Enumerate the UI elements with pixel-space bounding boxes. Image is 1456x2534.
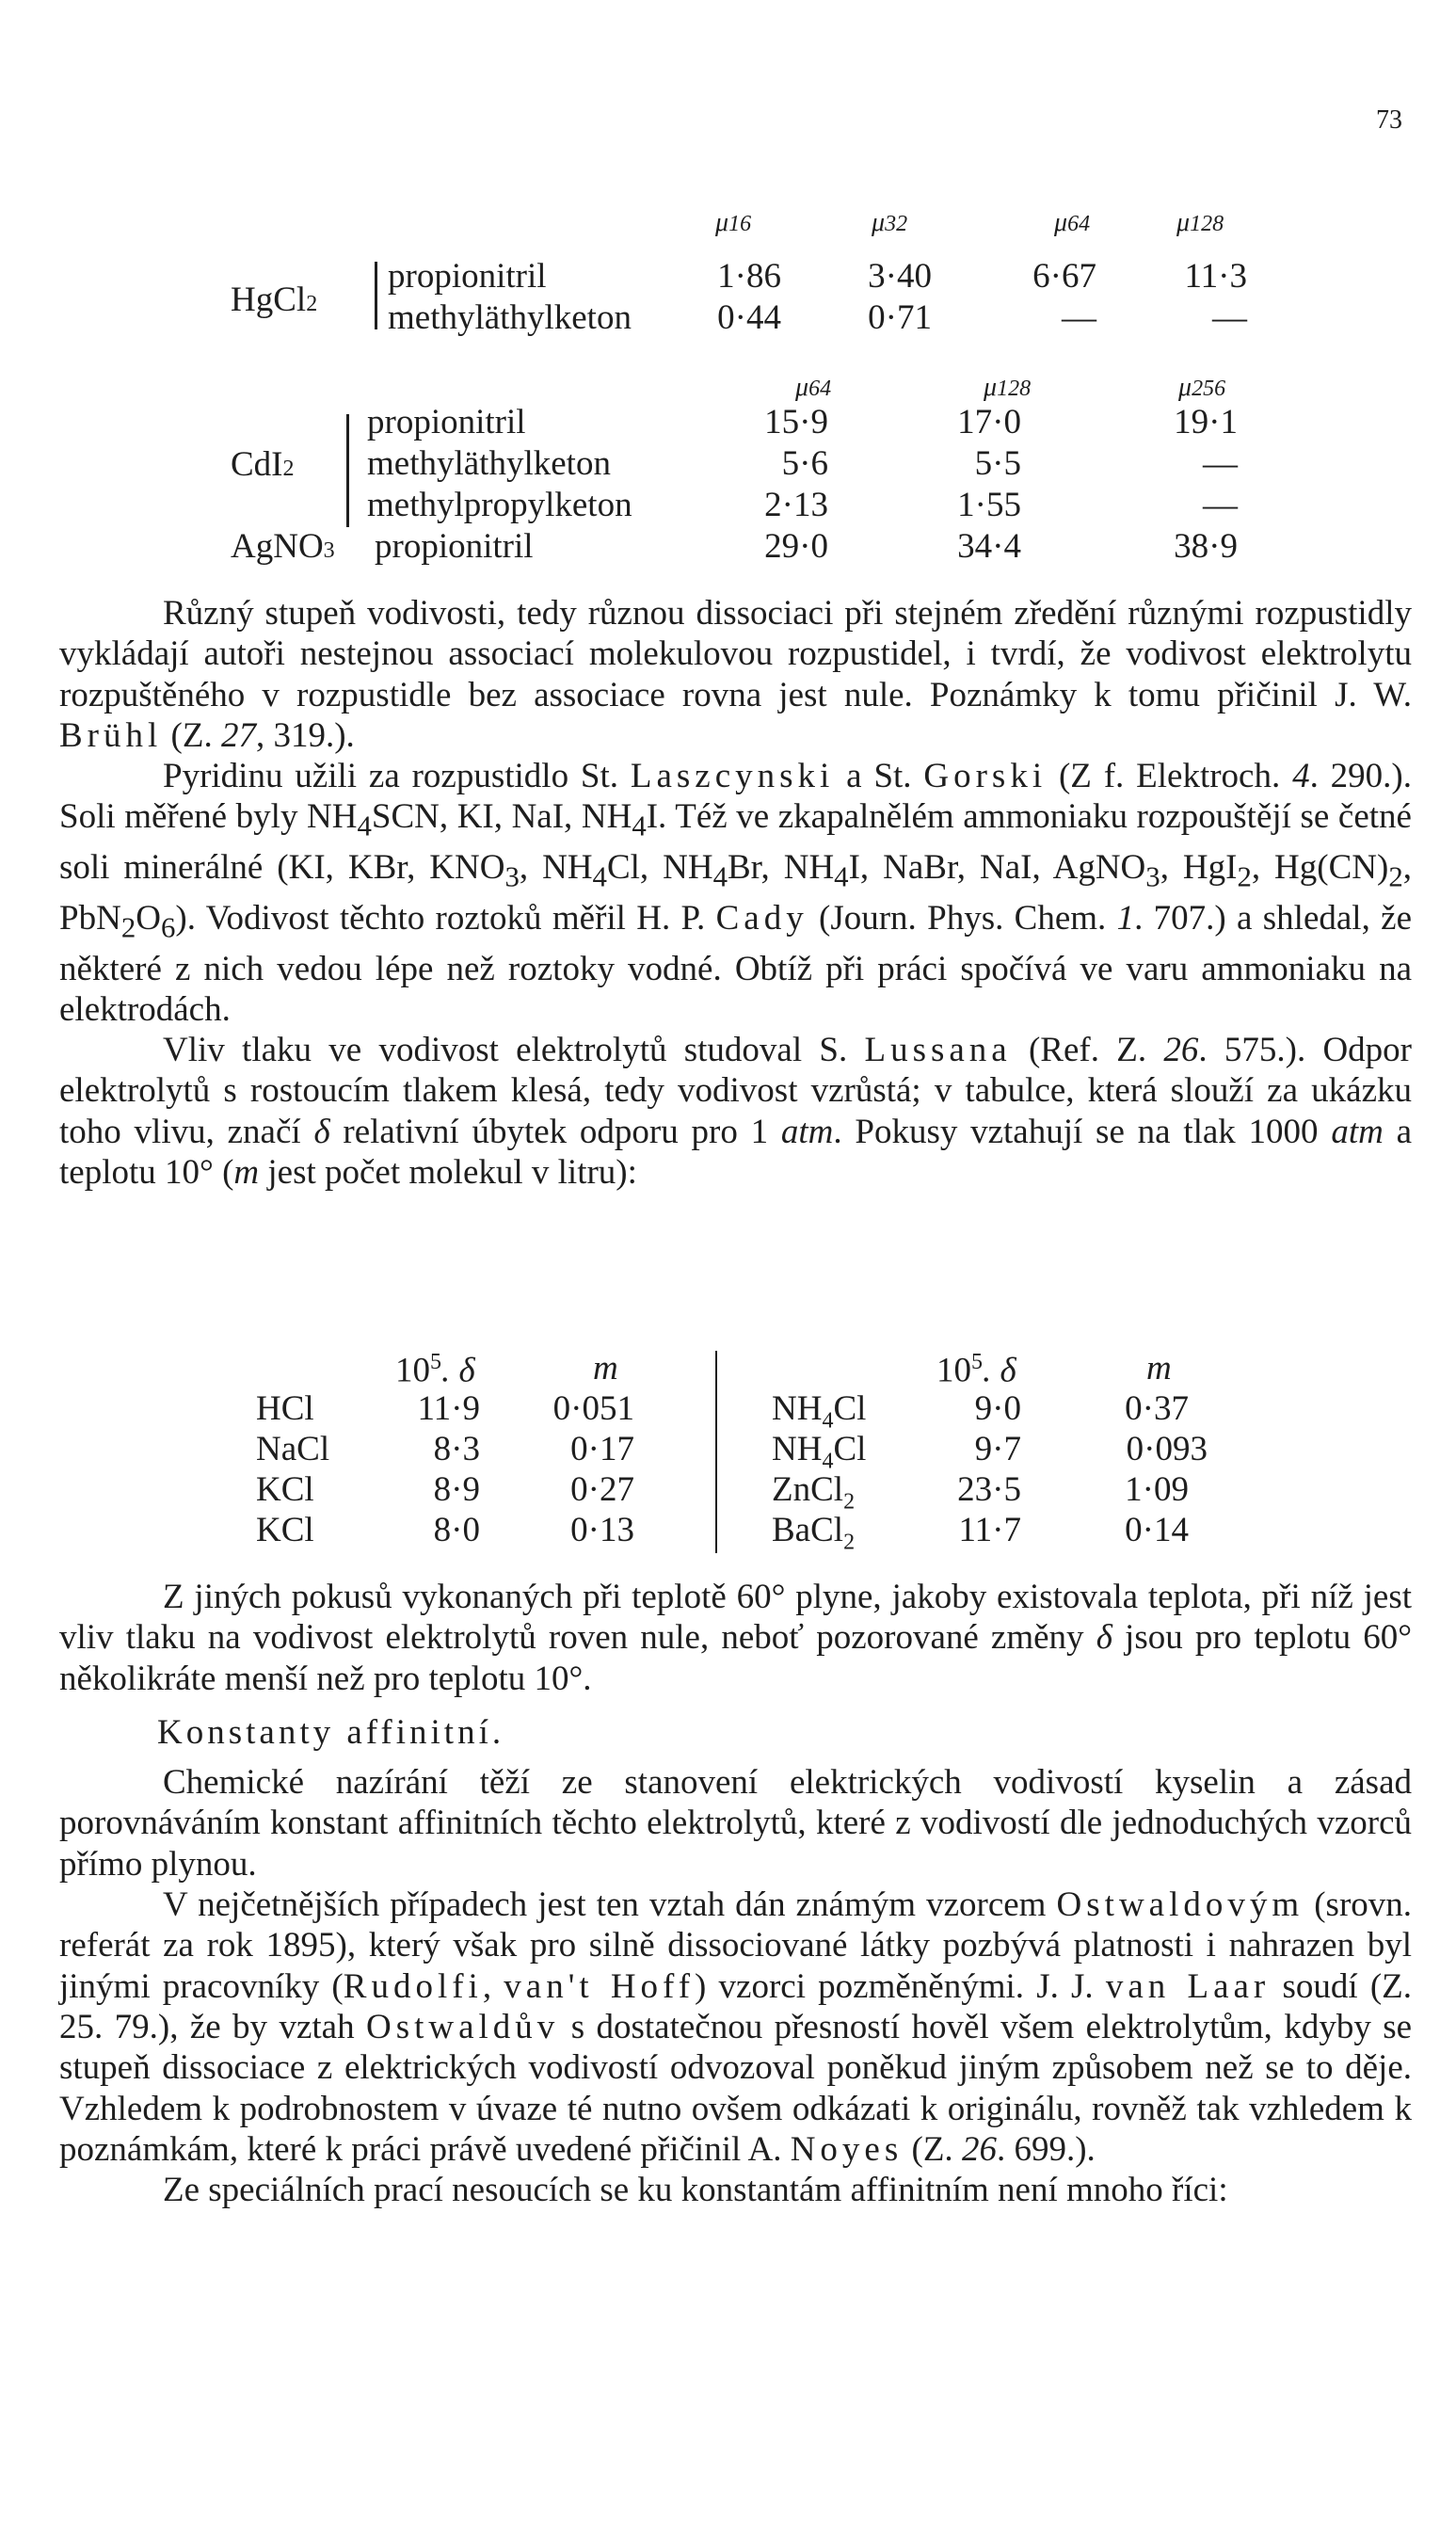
value-cell: 0·71 [868,298,932,337]
solvent-propionitril: propionitril [388,257,547,296]
delta-cell: 9·7 [974,1430,1021,1468]
value-cell: 6·67 [1032,257,1096,296]
value-cell: 5·6 [781,444,828,483]
value-cell: 19·1 [1174,403,1238,441]
salt-cell: KCl [256,1511,314,1549]
solvent-methylpropylketon: methylpropylketon [367,486,632,524]
header-delta: $10^5$. δ [395,1350,475,1390]
salt-cell: $NH_4Cl$ [772,1389,867,1434]
table-divider [715,1351,717,1553]
brace-cdi2 [346,414,349,527]
value-cell: 29·0 [764,527,828,566]
header-mu128: μ128 [984,373,1032,402]
salt-cell: KCl [256,1470,314,1509]
header-m: m [1146,1349,1172,1387]
value-cell: 0·44 [717,298,781,337]
m-cell: 0·093 [1126,1430,1208,1468]
paragraph: Ze speciálních prací nesoucích se ku konstantám affinitním není mnoho říci: [163,2171,1228,2210]
value-cell: — [1212,298,1247,337]
section-heading: Konstanty affinitní. [157,1712,505,1752]
value-cell: 5·5 [974,444,1021,483]
header-mu32: μ32 [872,208,908,237]
value-cell: 3·40 [868,257,932,296]
compound-cdi2: CdI2 [231,445,295,484]
solvent-propionitril: propionitril [367,403,526,441]
paragraph: V nejčetnějších případech jest ten vztah dán známým vzorcem Ostwaldovým (srovn. referát za rok 1895), který však pro silně dissociované látky pozbývá platnosti i nahrazen byl jinými pracovníky (Rudolfi, van't Hoff) vzorci pozměněnými. J. J. van Laar soudí (Z. 25. 79.), že by vztah Ostwaldův s dostatečnou přesností hověl všem elektrolytům, kdyby se stupeň dissociace z elektrických vodivostí odvozoval poněkud jiným způsobem než se to děje. Vzhledem k podrobnostem v úvaze té nutno ovšem odkázati k originálu, rovněž tak vzhledem k poznámkám, které k práci právě uvedené přičinil A. Noyes (Z. 26. 699.). [59,1885,1413,2169]
delta-cell: 8·9 [433,1470,480,1509]
m-cell: 0·13 [570,1511,634,1549]
body-text-lower [59,1577,1412,2210]
m-cell: 0·17 [570,1430,634,1468]
salt-cell: BaCl$_2$ [772,1511,856,1555]
paragraph: Z jiných pokusů vykonaných při teplotě 60° plyne, jakoby existovala teplota, při níž jest vliv tlaku na vodivost elektrolytů roven nule, neboť pozorované změny δ jsou pro teplotu 60° několikráte menší než pro teplotu 10°. [59,1578,1413,1698]
header-mu16: μ16 [715,208,752,237]
m-cell: 0·37 [1125,1389,1189,1428]
solvent-propionitril: propionitril [375,527,534,566]
value-cell: 1·86 [717,257,781,296]
value-cell: 2·13 [764,486,828,524]
m-cell: 0·27 [570,1470,634,1509]
header-delta: $10^5$. δ [936,1350,1016,1390]
salt-cell: HCl [256,1389,314,1428]
value-cell: — [1062,298,1096,337]
paragraph: Vliv tlaku ve vodivost elektrolytů studoval S. Lussana (Ref. Z. 26. 575.). Odpor elektrolytů s rostoucím tlakem klesá, tedy vodivost vzrůstá; v tabulce, která slouží za ukázku toho vlivu, značí δ relativní úbytek odporu pro 1 atm. Pokusy vztahují se na tlak 1000 atm a teplotu 10° (m jest počet molekul v litru): [59,1031,1413,1193]
salt-cell: $NH_4Cl$ [772,1430,867,1474]
delta-cell: 8·3 [433,1430,480,1468]
delta-cell: 9·0 [974,1389,1021,1428]
value-cell: — [1203,444,1238,483]
page-number: 73 [1376,105,1402,135]
compound-hgcl2: HgCl2 [231,281,318,319]
delta-cell: 11·9 [417,1389,480,1428]
value-cell: 15·9 [764,403,828,441]
solvent-methylathylketon: methyläthylketon [367,444,611,483]
value-cell: 17·0 [957,403,1021,441]
value-cell: 38·9 [1174,527,1238,566]
header-mu256: μ256 [1178,373,1226,402]
paragraph: Chemické nazírání těží ze stanovení elektrických vodivostí kyselin a zásad porovnáváním konstant affinitních těchto elektrolytů, které z vodivostí dle jednoduchých vzorců přímo plynou. [59,1763,1412,1884]
value-cell: 1·55 [957,486,1021,524]
m-cell: 0·051 [552,1389,634,1428]
salt-cell: NaCl [256,1430,330,1468]
solvent-methylathylketon: methyläthylketon [388,298,632,337]
compound-agno3: AgNO3 [231,527,335,566]
value-cell: 34·4 [957,527,1021,566]
header-mu128: μ128 [1176,208,1224,237]
delta-cell: 8·0 [433,1511,480,1549]
header-m: m [593,1349,618,1387]
body-text-upper [59,593,1412,1193]
paragraph: Pyridinu užili za rozpustidlo St. Laszcynski a St. Gorski (Z f. Elektroch. 4. 290.). Soli měřené byly $NH_4SCN$, KI, NaI, $NH_4I$. Též ve zkapalnělém ammoniaku rozpouštějí se četné soli minerálné (KI, KBr, $KNO_3$, $NH_4Cl$, $NH_4Br$, $NH_4I$, NaBr, NaI, AgNO$_3$, HgI$_2$, $Hg(CN)_2$, $PbN_2O_6$). Vodivost těchto roztoků měřil H. P. Cady (Journ. Phys. Chem. 1. 707.) a shledal, že některé z nich vedou lépe než roztoky vodné. Obtíž při práci spočívá ve varu ammoniaku na elektrodách. [59,757,1412,1029]
m-cell: 0·14 [1125,1511,1189,1549]
delta-cell: 23·5 [957,1470,1021,1509]
delta-cell: 11·7 [958,1511,1021,1549]
value-cell: — [1203,486,1238,524]
brace-hgcl2 [375,262,377,329]
header-mu64: μ64 [795,373,832,402]
paragraph: Různý stupeň vodivosti, tedy různou dissociaci při stejném zředění různými rozpustidly vykládají autoři nestejnou associací molekulovou rozpustidel, i tvrdí, že vodivost elektrolytu rozpuštěného v rozpustidle bez associace rovna jest nule. Poznámky k tomu přičinil J. W. Brühl (Z. 27, 319.). [59,594,1412,755]
m-cell: 1·09 [1125,1470,1189,1509]
salt-cell: ZnCl$_2$ [772,1470,856,1515]
value-cell: 11·3 [1184,257,1247,296]
header-mu64: μ64 [1054,208,1091,237]
